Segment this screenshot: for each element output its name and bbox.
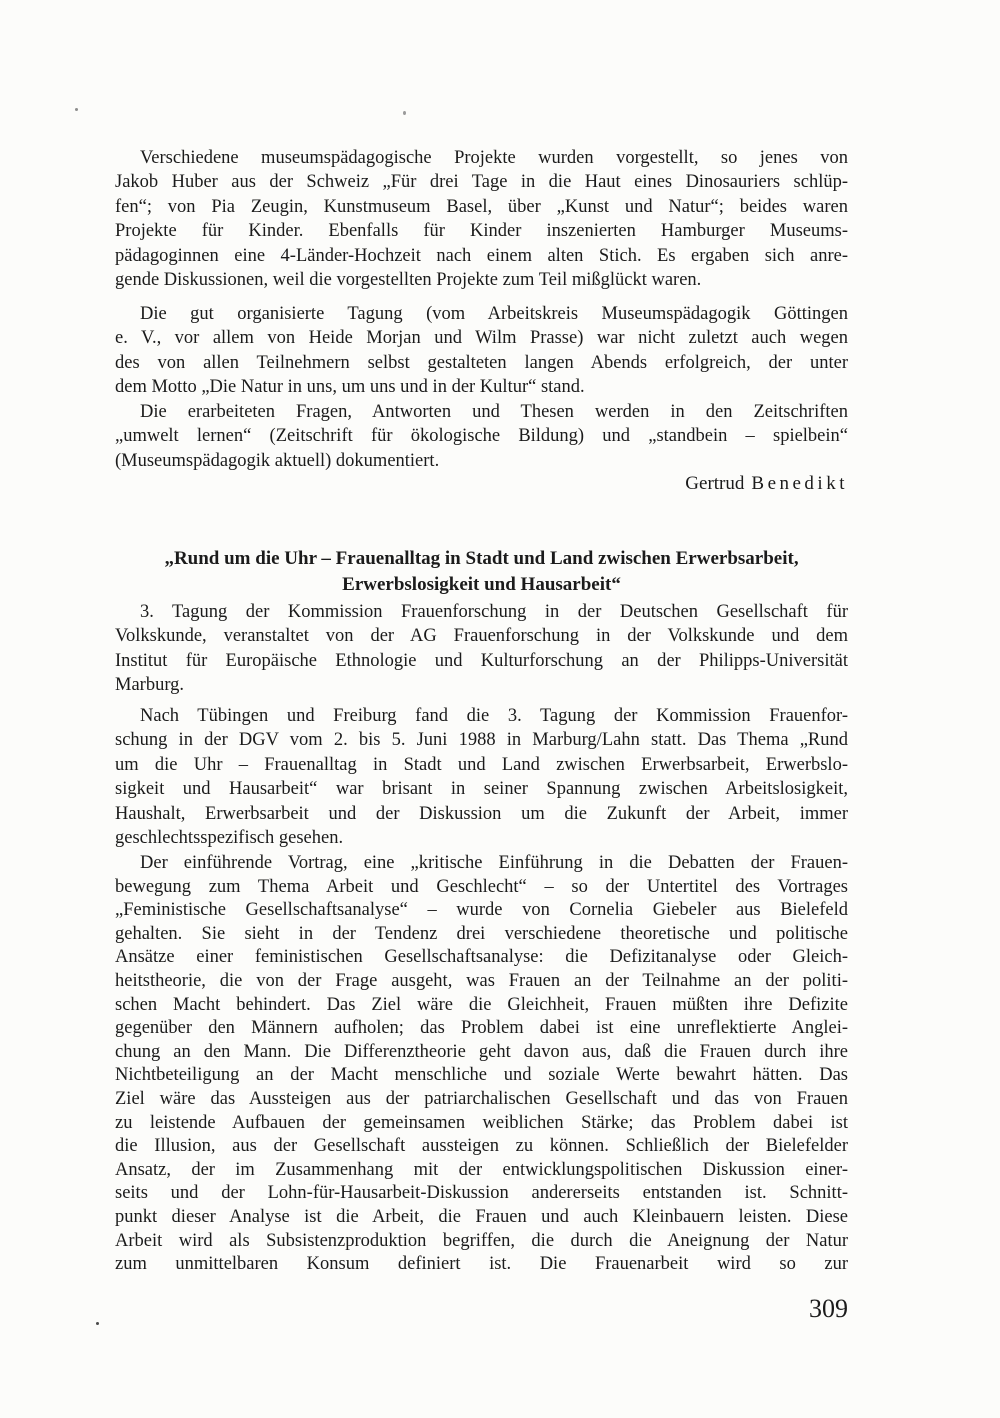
article-title-line-2: Erwerbslosigkeit und Hausarbeit“ (342, 573, 621, 595)
text-line: chung an den Mann. Die Differenztheorie geht davon aus, daß die Frauen durch ihre (115, 1041, 848, 1062)
text-line: Die gut organisierte Tagung (vom Arbeitskreis Museumspädagogik Göttingen (140, 304, 848, 324)
text-line: schung in der DGV vom 2. bis 5. Juni 1988 in Marburg/Lahn statt. Das Thema „Rund (115, 730, 848, 751)
text-line: zu leistende Aufbauen der gemeinsamen weiblichen Stärke; das Problem dabei ist (115, 1112, 848, 1133)
text-line: geschlechtsspezifisch gesehen. (115, 827, 344, 848)
paragraph-tagung-thema (115, 704, 848, 850)
scan-speck (403, 111, 406, 115)
paragraph-tagung-info (115, 600, 848, 698)
paragraph-vortrag-giebeler (115, 852, 848, 1277)
article-title-line-1: „Rund um die Uhr – Frauenalltag in Stadt und Land zwischen Erwerbsarbeit, (164, 548, 799, 569)
text-line: Verschiedene museumspädagogische Projekte wurden vorgestellt, so jenes von (140, 148, 848, 168)
text-line: Projekte für Kinder. Ebenfalls für Kinder inszenierten Hamburger Museums- (115, 221, 848, 242)
text-line: pädagoginnen eine 4-Länder-Hochzeit nach einem alten Stich. Es ergaben sich anre- (115, 245, 848, 266)
text-line: um die Uhr – Frauenalltag in Stadt und Land zwischen Erwerbsarbeit, Erwerbslo- (115, 754, 848, 775)
text-line: Haushalt, Erwerbsarbeit und der Diskussion um die Zukunft der Arbeit, immer (115, 803, 848, 824)
text-line: die Illusion, aus der Gesellschaft aussteigen zu können. Schließlich der Bielefelder (115, 1136, 848, 1157)
text-line: Ansatz, der im Zusammenhang mit der entwicklungspolitischen Diskussion einer- (115, 1159, 848, 1180)
paragraph-museum-projects (115, 146, 848, 292)
text-line: Institut für Europäische Ethnologie und Kulturforschung an der Philipps-Universität (115, 650, 848, 671)
scan-speck (75, 108, 78, 111)
text-line: Arbeit wird als Subsistenzproduktion begriffen, die durch die Aneignung der Natur (115, 1230, 848, 1251)
text-line: Nach Tübingen und Freiburg fand die 3. Tagung der Kommission Frauenfor- (140, 706, 848, 726)
page-number: 309 (809, 1294, 848, 1323)
text-line: heitstheorie, die von der Frage ausgeht, was Frauen an der Teilnahme an der politi- (115, 970, 848, 991)
text-line: „Feministische Gesellschaftsanalyse“ – wurde von Cornelia Giebeler aus Bielefeld (115, 900, 848, 921)
text-line: e. V., vor allem von Heide Morjan und Wilm Prasse) war nicht zuletzt auch wegen (115, 328, 848, 349)
text-line: punkt dieser Analyse ist die Arbeit, die Frauen und auch Kleinbauern leisten. Diese (115, 1206, 848, 1227)
author-last-name: Benedikt (751, 473, 848, 494)
text-line: zum unmittelbaren Konsum definiert ist. Die Frauenarbeit wird so zur (115, 1254, 848, 1275)
text-line: Jakob Huber aus der Schweiz „Für drei Tage in die Haut eines Dinosauriers schlüp- (115, 172, 848, 193)
author-first-name: Gertrud (685, 473, 745, 494)
text-line: Volkskunde, veranstaltet von der AG Frauenforschung in der Volkskunde und dem (115, 626, 848, 647)
text-line: dem Motto „Die Natur in uns, um uns und in der Kultur“ stand. (115, 377, 585, 398)
scan-speck (96, 1322, 99, 1325)
paragraph-tagung-organisation (115, 302, 848, 400)
text-line: gegenüber den Männern aufholen; das Problem dabei ist eine unreflektierte Anglei- (115, 1018, 848, 1039)
text-line: sigkeit und Hausarbeit“ war brisant in seiner Spannung zwischen Arbeitslosigkeit, (115, 779, 848, 800)
text-line: fen“; von Pia Zeugin, Kunstmuseum Basel, über „Kunst und Natur“; beides waren (115, 196, 848, 217)
text-line: Ansätze einer feministischen Gesellschaftsanalyse: die Defizitanalyse oder Gleich- (115, 947, 848, 968)
author-signature (115, 472, 848, 496)
text-line: Die erarbeiteten Fragen, Antworten und Thesen werden in den Zeitschriften (140, 402, 848, 422)
text-line: Marburg. (115, 675, 185, 696)
text-line: seits und der Lohn-für-Hausarbeit-Diskussion andererseits entstanden ist. Schnitt- (115, 1183, 848, 1204)
text-line: Der einführende Vortrag, eine „kritische Einführung in die Debatten der Frauen- (140, 853, 848, 873)
text-line: gehalten. Sie sieht in der Tendenz drei verschiedene theoretische und politische (115, 923, 848, 944)
text-line: gende Diskussionen, weil die vorgestellten Projekte zum Teil mißglückt waren. (115, 269, 702, 290)
text-line: Ziel wäre das Aussteigen aus der patriarchalischen Gesellschaft und das von Frauen (115, 1088, 848, 1109)
article-title (115, 546, 848, 597)
text-line: schen Macht behindert. Das Ziel wäre die Gleichheit, Frauen müßten ihre Defizite (115, 994, 848, 1015)
text-line: bewegung zum Thema Arbeit und Geschlecht“ – so der Untertitel des Vortrages (115, 876, 848, 897)
text-line: des von allen Teilnehmern selbst gestalteten langen Abends erfolgreich, der unter (115, 352, 848, 373)
text-line: „umwelt lernen“ (Zeitschrift für ökologische Bildung) und „standbein – spielbein“ (115, 426, 848, 447)
paragraph-dokumentation (115, 400, 848, 473)
text-line: Nichtbeteiligung an der Macht menschliche und soziale Werte bewahrt hätten. Das (115, 1065, 848, 1086)
text-line: (Museumspädagogik aktuell) dokumentiert. (115, 450, 440, 471)
text-line: 3. Tagung der Kommission Frauenforschung in der Deutschen Gesellschaft für (140, 602, 848, 622)
